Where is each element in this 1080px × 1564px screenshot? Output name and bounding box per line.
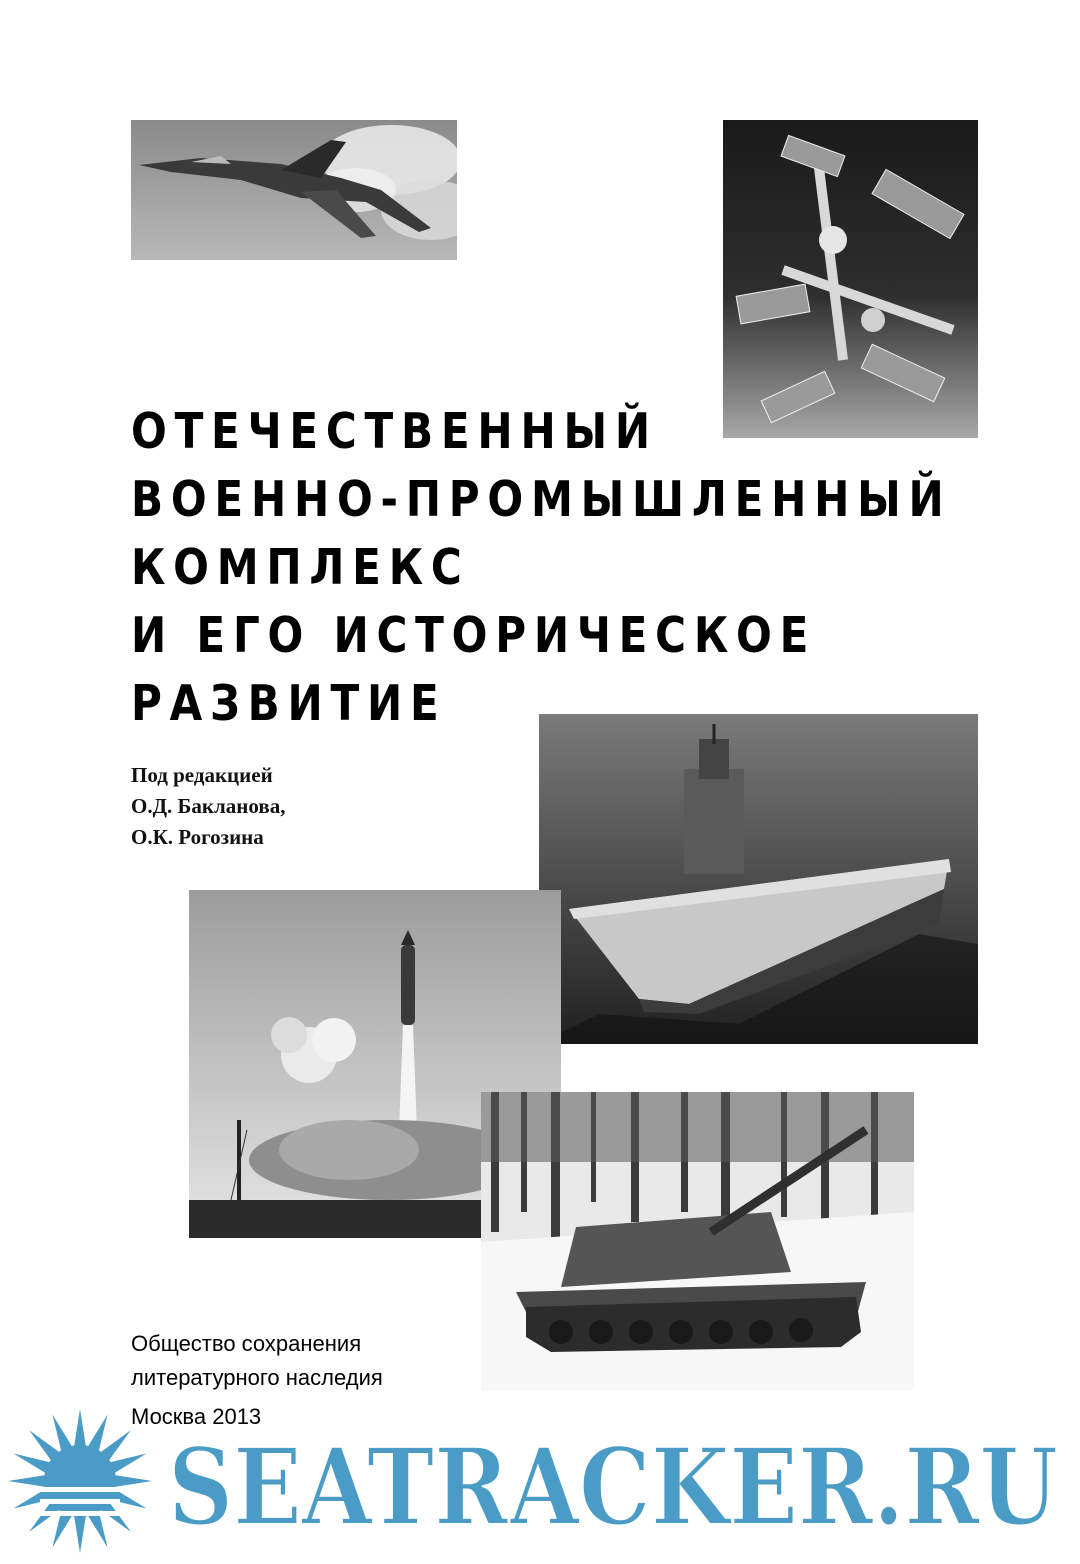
city-year: Москва 2013 <box>131 1404 262 1429</box>
watermark <box>0 1406 1080 1564</box>
sun-icon <box>8 1409 152 1553</box>
book-title <box>131 398 952 738</box>
editor-name-2: О.К. Рогозина <box>131 825 264 849</box>
title-line-5: РАЗВИТИЕ <box>131 675 447 732</box>
space-station-photo <box>723 120 978 438</box>
title-line-2: ВОЕННО-ПРОМЫШЛЕННЫЙ <box>131 471 952 528</box>
tank-photo <box>481 1092 914 1390</box>
editor-name-1: О.Д. Бакланова, <box>131 794 286 818</box>
title-line-3: КОМПЛЕКС <box>131 539 470 596</box>
publisher-line-1: Общество сохранения <box>131 1331 362 1356</box>
editors-label: Под редакцией <box>131 763 273 787</box>
editors-block <box>131 760 285 853</box>
publisher-block <box>131 1327 383 1395</box>
aircraft-carrier-photo <box>539 714 978 1044</box>
watermark-text: SEATRACKER.RU <box>168 1424 1058 1549</box>
fighter-jet-photo <box>131 120 457 260</box>
title-line-1: ОТЕЧЕСТВЕННЫЙ <box>131 403 658 460</box>
title-line-4: И ЕГО ИСТОРИЧЕСКОЕ <box>131 607 817 664</box>
publisher-line-2: литературного наследия <box>131 1365 383 1390</box>
